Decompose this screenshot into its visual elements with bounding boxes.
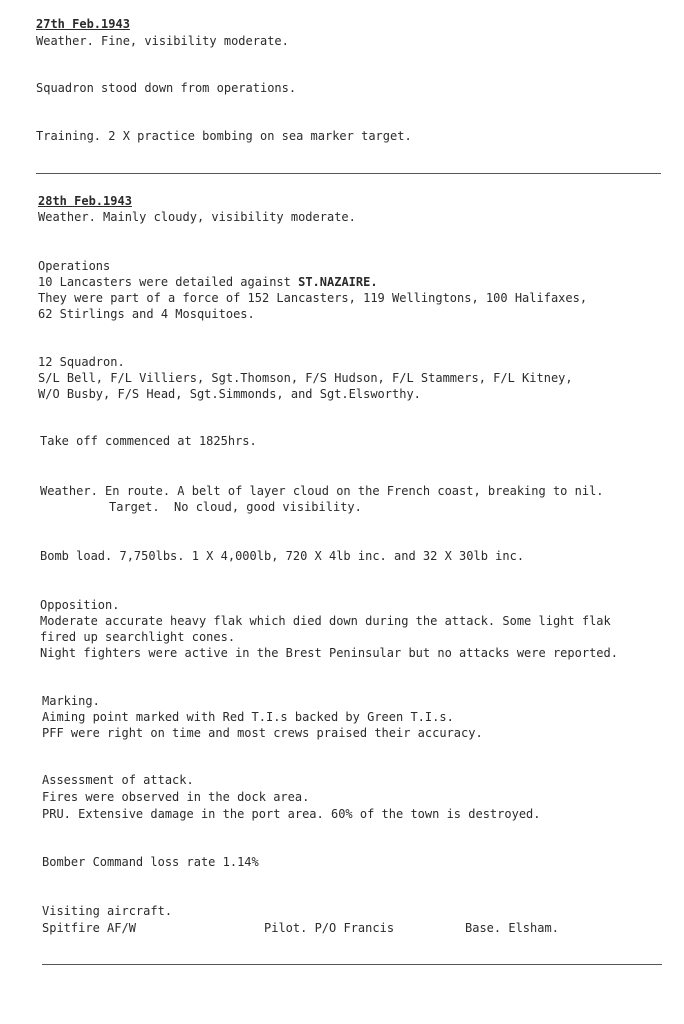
operations-heading: Operations	[38, 259, 111, 273]
opposition-line-2: fired up searchlight cones.	[40, 630, 236, 644]
opposition-heading: Opposition.	[40, 598, 120, 612]
visiting-pilot: Pilot. P/O Francis	[264, 921, 395, 935]
takeoff-time: Take off commenced at 1825hrs.	[40, 434, 257, 448]
operations-line-3: 62 Stirlings and 4 Mosquitoes.	[38, 307, 255, 321]
training-27-feb: Training. 2 X practice bombing on sea marker target.	[36, 129, 412, 143]
weather-target: Target. No cloud, good visibility.	[109, 500, 362, 514]
marking-heading: Marking.	[42, 694, 100, 708]
marking-line-2: PFF were right on time and most crews praised their accuracy.	[42, 726, 483, 740]
crews-heading: 12 Squadron.	[38, 355, 125, 369]
opposition-line-3: Night fighters were active in the Brest Peninsular but no attacks were reported.	[40, 646, 618, 660]
status-27-feb: Squadron stood down from operations.	[36, 81, 297, 95]
entry-date-28-feb: 28th Feb.1943	[38, 194, 132, 208]
assessment-line-1: Fires were observed in the dock area.	[42, 790, 310, 804]
weather-28-feb: Weather. Mainly cloudy, visibility moderate.	[38, 210, 356, 224]
target-name: ST.NAZAIRE.	[298, 275, 378, 289]
assessment-heading: Assessment of attack.	[42, 773, 194, 787]
visiting-base: Base. Elsham.	[465, 921, 559, 935]
operations-line-2: They were part of a force of 152 Lancasters, 119 Wellingtons, 100 Halifaxes,	[38, 291, 588, 305]
marking-line-1: Aiming point marked with Red T.I.s backed by Green T.I.s.	[42, 710, 454, 724]
operations-line-1-text: 10 Lancasters were detailed against	[38, 275, 299, 289]
assessment-line-2: PRU. Extensive damage in the port area. 60% of the town is destroyed.	[42, 807, 541, 821]
crews-line-1: S/L Bell, F/L Villiers, Sgt.Thomson, F/S Hudson, F/L Stammers, F/L Kitney,	[38, 371, 573, 385]
entry-date-27-feb: 27th Feb.1943	[36, 17, 130, 31]
visiting-heading: Visiting aircraft.	[42, 904, 173, 918]
operations-line-1	[38, 274, 378, 290]
weather-27-feb: Weather. Fine, visibility moderate.	[36, 34, 289, 48]
loss-rate: Bomber Command loss rate 1.14%	[42, 855, 259, 869]
visiting-aircraft: Spitfire AF/W	[42, 921, 136, 935]
weather-en-route: Weather. En route. A belt of layer cloud on the French coast, breaking to nil.	[40, 484, 604, 498]
bomb-load: Bomb load. 7,750lbs. 1 X 4,000lb, 720 X 4lb inc. and 32 X 30lb inc.	[40, 549, 525, 563]
divider-bottom	[42, 964, 662, 965]
opposition-line-1: Moderate accurate heavy flak which died down during the attack. Some light flak	[40, 614, 611, 628]
crews-line-2: W/O Busby, F/S Head, Sgt.Simmonds, and Sgt.Elsworthy.	[38, 387, 421, 401]
divider	[36, 173, 661, 174]
